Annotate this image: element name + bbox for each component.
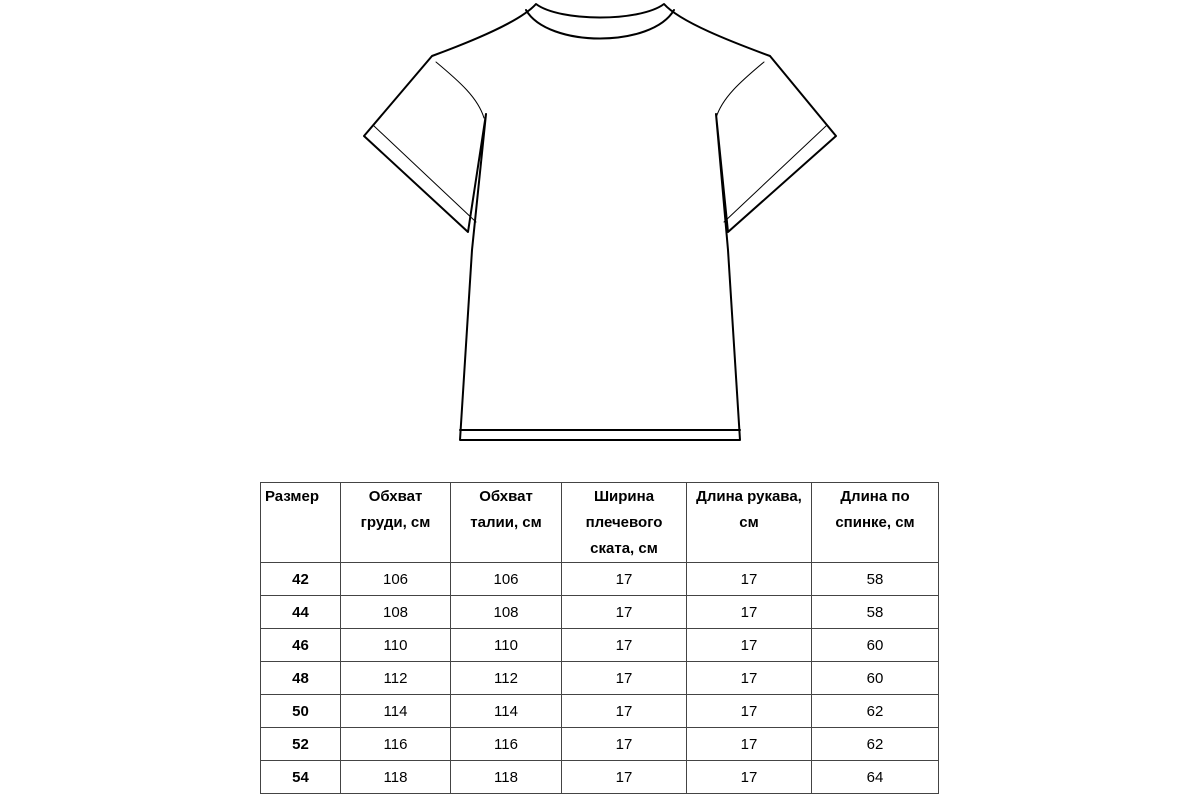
size-cell: 42: [261, 563, 341, 596]
back-length-cell: 62: [812, 695, 939, 728]
table-row: [261, 629, 939, 662]
shoulder-cell: 17: [562, 761, 687, 794]
table-row: [261, 563, 939, 596]
shoulder-cell: 17: [562, 662, 687, 695]
waist-cell: 106: [451, 563, 562, 596]
size-cell: 52: [261, 728, 341, 761]
shoulder-cell: 17: [562, 629, 687, 662]
chest-cell: 112: [341, 662, 451, 695]
sleeve-cell: 17: [687, 695, 812, 728]
sleeve-cell: 17: [687, 629, 812, 662]
table-row: [261, 695, 939, 728]
waist-cell: 116: [451, 728, 562, 761]
chest-cell: 116: [341, 728, 451, 761]
header-waist: Обхват талии, см: [451, 483, 562, 563]
shoulder-cell: 17: [562, 596, 687, 629]
back-length-cell: 60: [812, 629, 939, 662]
shoulder-cell: 17: [562, 563, 687, 596]
waist-cell: 114: [451, 695, 562, 728]
sleeve-cell: 17: [687, 662, 812, 695]
back-length-cell: 58: [812, 563, 939, 596]
right-armhole-seam: [716, 62, 764, 118]
chest-cell: 110: [341, 629, 451, 662]
left-armhole-seam: [436, 62, 484, 118]
back-length-cell: 62: [812, 728, 939, 761]
size-table: [260, 482, 939, 794]
sleeve-cell: 17: [687, 728, 812, 761]
sleeve-cell: 17: [687, 761, 812, 794]
sleeve-cell: 17: [687, 563, 812, 596]
header-shoulder: Ширина плечевого ската, см: [562, 483, 687, 563]
left-cuff-line: [374, 126, 476, 222]
size-cell: 50: [261, 695, 341, 728]
back-length-cell: 60: [812, 662, 939, 695]
chest-cell: 108: [341, 596, 451, 629]
shoulder-cell: 17: [562, 695, 687, 728]
waist-cell: 110: [451, 629, 562, 662]
back-length-cell: 58: [812, 596, 939, 629]
tshirt-outline: [364, 4, 836, 440]
chest-cell: 114: [341, 695, 451, 728]
size-cell: 44: [261, 596, 341, 629]
size-cell: 48: [261, 662, 341, 695]
table-header-row: [261, 483, 939, 563]
header-size: Размер: [261, 483, 341, 563]
header-sleeve-length: Длина рукава, см: [687, 483, 812, 563]
waist-cell: 118: [451, 761, 562, 794]
neckline-inner: [526, 10, 674, 39]
back-length-cell: 64: [812, 761, 939, 794]
size-cell: 54: [261, 761, 341, 794]
shoulder-cell: 17: [562, 728, 687, 761]
chest-cell: 106: [341, 563, 451, 596]
waist-cell: 112: [451, 662, 562, 695]
table-row: [261, 761, 939, 794]
table-row: [261, 596, 939, 629]
table-row: [261, 728, 939, 761]
right-cuff-line: [724, 126, 826, 222]
table-row: [261, 662, 939, 695]
size-cell: 46: [261, 629, 341, 662]
sleeve-cell: 17: [687, 596, 812, 629]
waist-cell: 108: [451, 596, 562, 629]
header-back-length: Длина по спинке, см: [812, 483, 939, 563]
chest-cell: 118: [341, 761, 451, 794]
header-chest: Обхват груди, см: [341, 483, 451, 563]
